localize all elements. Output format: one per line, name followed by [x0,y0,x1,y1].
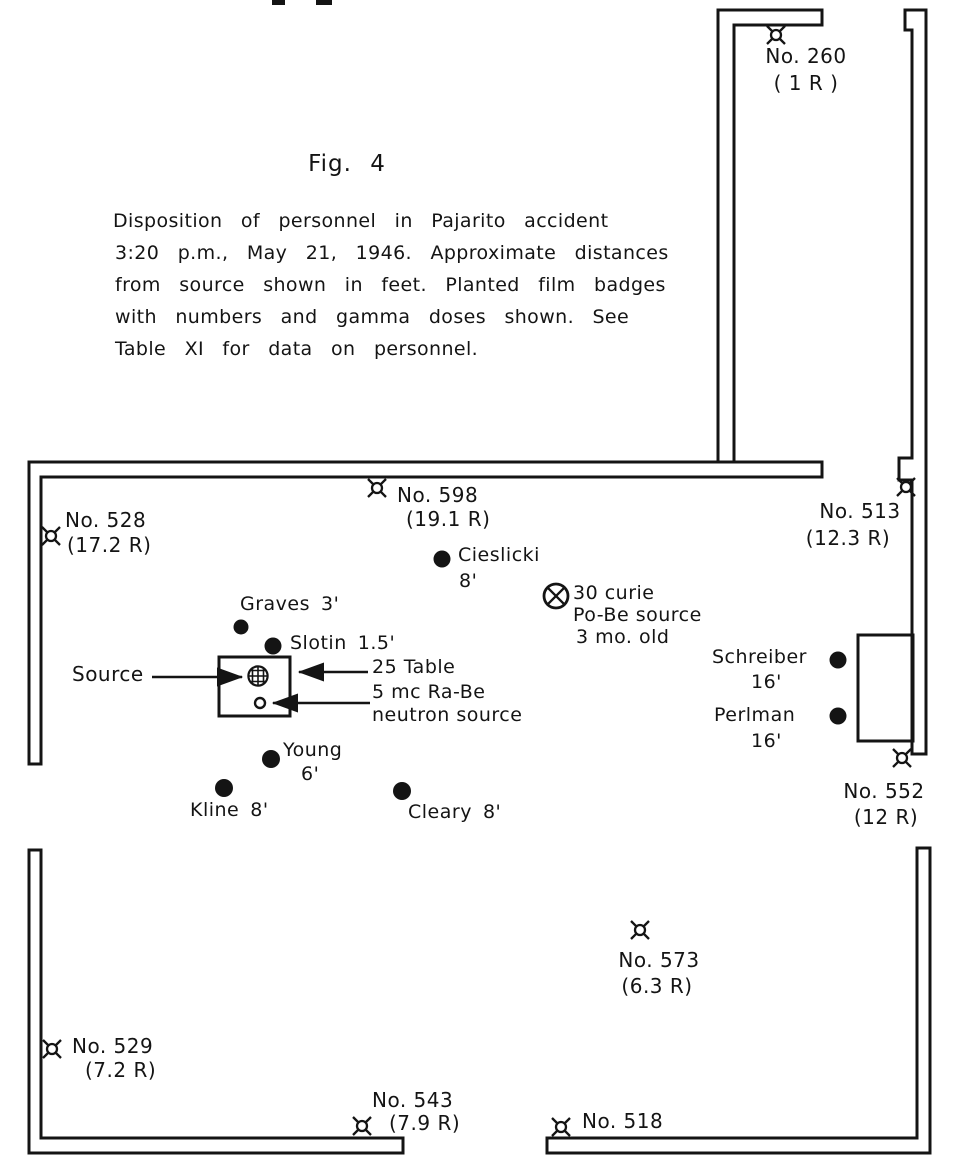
film-badge-icon-528 [42,527,60,545]
person-label-graves [240,595,339,614]
caption-line: 3:20 p.m., May 21, 1946. Approximate distances [115,242,669,264]
cropped-text-artifact [272,0,285,5]
badge-label-573-dose: (6.3 R) [621,974,693,998]
critical-assembly-source-icon [248,666,268,686]
caption-line: from source shown in feet. Planted film badges [115,274,666,296]
badge-label-543-dose: (7.9 R) [389,1111,461,1135]
person-label-perlman-distance: 16' [751,730,782,752]
badge-label-260-dose: ( 1 R ) [773,71,839,95]
person-dot-schreiber [830,652,847,669]
person-label-young-name: Young [283,739,343,761]
person-label-kline [190,801,269,820]
po-be-callout-line3: 3 mo. old [576,626,670,648]
po-be-source-icon [544,584,568,608]
person-distance: 1.5' [357,632,396,654]
badge-label-598-dose: (19.1 R) [406,507,491,531]
person-name: Kline [190,799,240,821]
film-badge-icon-529 [43,1040,61,1058]
film-badge-icon-573 [631,921,649,939]
badge-label-513-dose: (12.3 R) [805,526,891,550]
badge-label-598-number: No. 598 [397,483,479,507]
ra-be-neutron-source-icon [255,698,265,708]
person-dot-young [262,750,280,768]
badge-label-543-number: No. 543 [372,1088,454,1112]
person-label-slotin [290,634,395,653]
badge-label-518-number: No. 518 [582,1109,664,1133]
person-name: Slotin [290,632,347,654]
person-dot-graves [234,620,249,635]
wall-lower-room-left-bottom [29,850,403,1153]
person-label-cieslicki-name: Cieslicki [458,544,540,566]
person-label-perlman-name: Perlman [714,704,796,726]
badge-label-529-dose: (7.2 R) [85,1058,157,1082]
person-distance: 8' [482,801,502,823]
badge-label-529-number: No. 529 [72,1034,154,1058]
film-badge-icon-598 [368,479,386,497]
badge-label-528-dose: (17.2 R) [67,533,152,557]
po-be-callout-line1: 30 curie [573,582,655,604]
person-dot-kline [215,779,233,797]
caption-line: with numbers and gamma doses shown. See [115,306,630,328]
person-dot-cieslicki [434,551,451,568]
person-label-schreiber-name: Schreiber [712,646,807,668]
wall-lower-room-right-bottom [547,848,930,1153]
person-label-cleary [408,803,501,822]
person-label-schreiber-distance: 16' [751,671,782,693]
film-badge-icon-543 [353,1117,371,1135]
badge-label-260-number: No. 260 [765,44,847,68]
table-callout-label: 25 Table [372,656,456,678]
person-name: Graves [240,593,311,615]
ra-be-callout-line2: neutron source [372,704,523,726]
film-badge-icon-552 [893,749,911,767]
person-name: Cleary [408,801,472,823]
person-label-cieslicki-distance: 8' [459,570,478,592]
caption-line: Table XI for data on personnel. [115,338,479,360]
badge-label-552-number: No. 552 [843,779,925,803]
caption-line: Disposition of personnel in Pajarito accident [113,210,609,232]
person-dot-slotin [265,638,282,655]
badge-label-573-number: No. 573 [618,948,700,972]
table-25-outline [219,657,290,716]
film-badge-icon-260 [767,26,785,44]
person-label-young-distance: 6' [301,763,320,785]
alcove-outline [858,635,913,741]
badge-label-513-number: No. 513 [819,499,901,523]
person-distance: 3' [321,593,340,615]
ra-be-callout-line1: 5 mc Ra-Be [372,681,486,703]
source-callout-label: Source [72,662,144,686]
badge-label-528-number: No. 528 [65,508,147,532]
badge-label-552-dose: (12 R) [853,805,919,829]
cropped-text-artifact [316,0,332,5]
figure-title: Fig. 4 [308,151,386,177]
person-dot-perlman [830,708,847,725]
film-badge-icon-518 [552,1118,570,1136]
po-be-callout-line2: Po-Be source [573,604,702,626]
person-distance: 8' [250,799,269,821]
person-dot-cleary [393,782,411,800]
